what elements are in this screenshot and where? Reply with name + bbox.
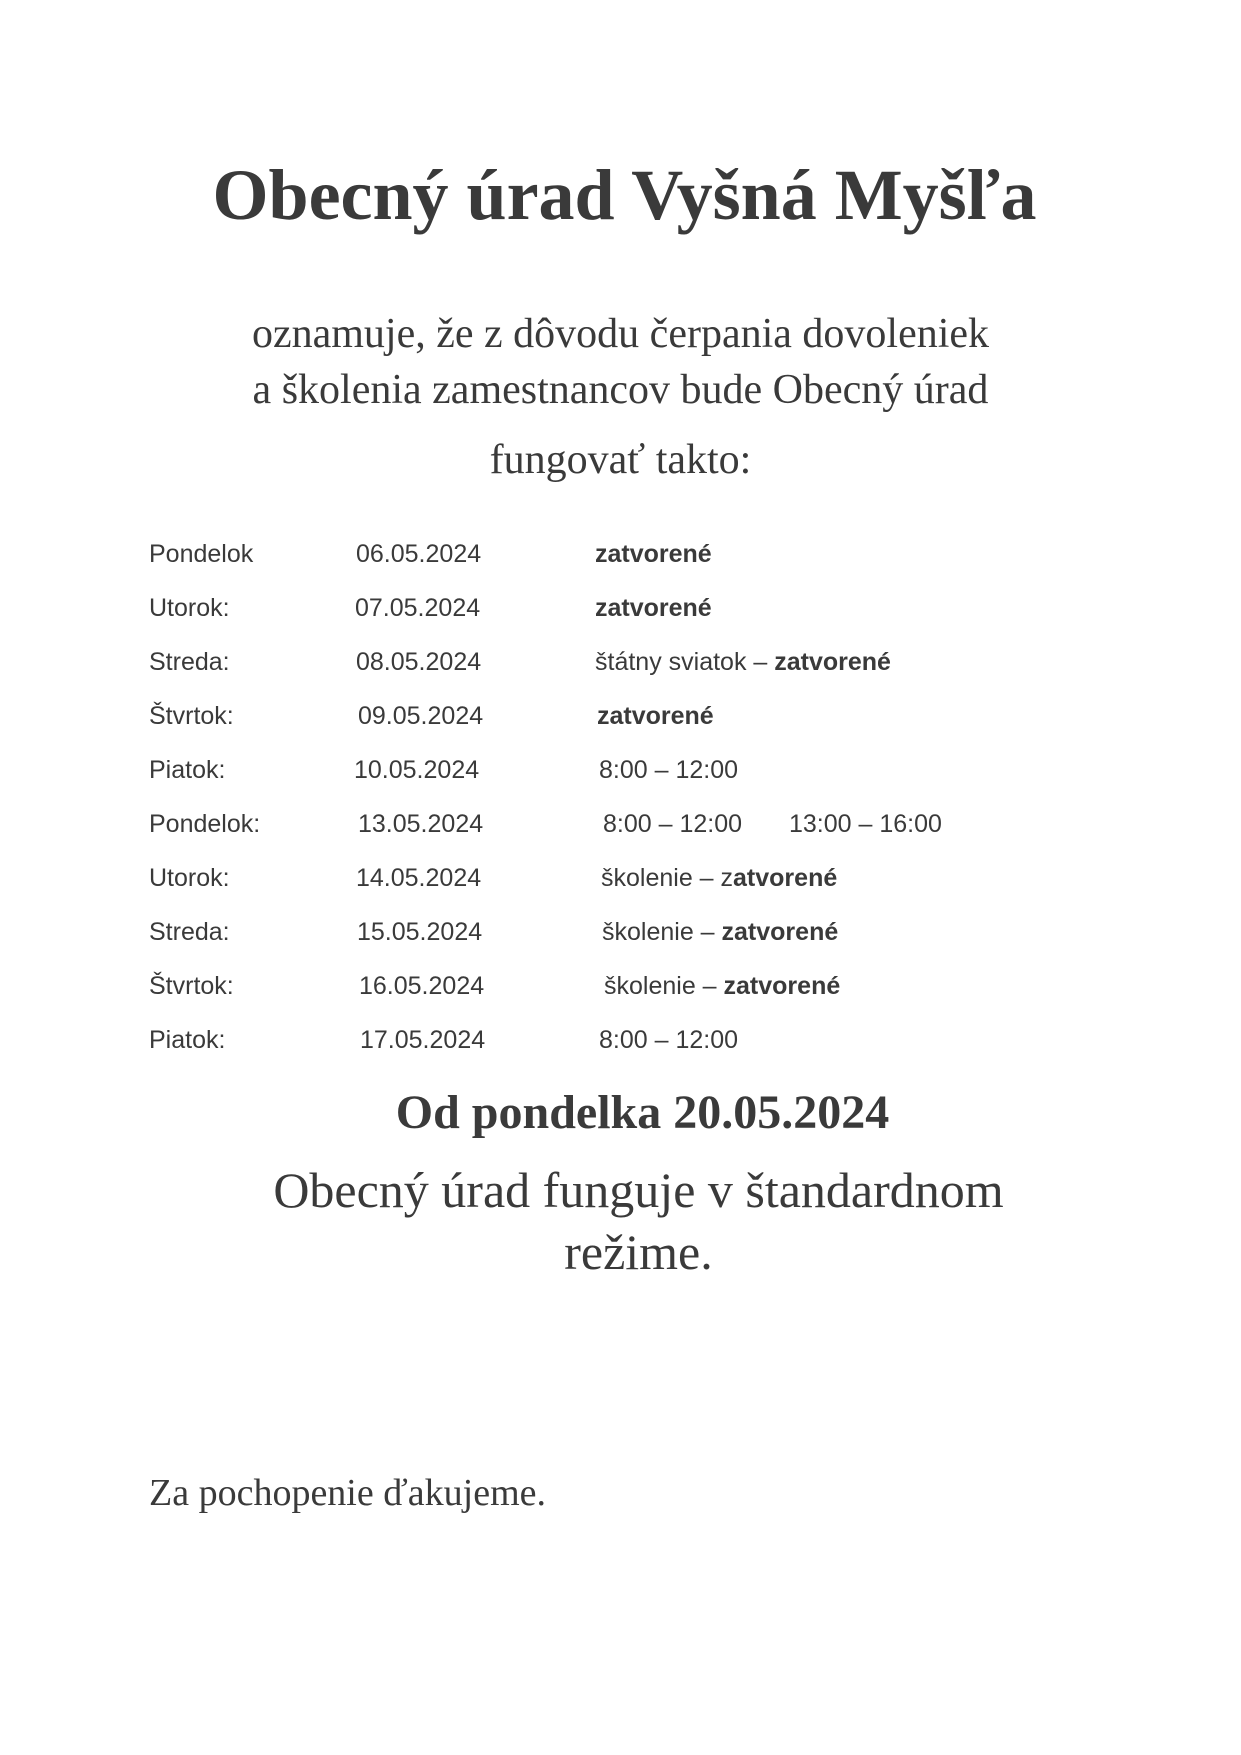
- status-closed: zatvorené: [597, 702, 714, 730]
- normal-mode-line-1: Obecný úrad funguje v štandardnom: [273, 1162, 1004, 1218]
- schedule-date: 17.05.2024: [360, 1026, 486, 1054]
- schedule-day: Piatok:: [149, 756, 226, 784]
- schedule-day: Streda:: [149, 648, 230, 676]
- intro-line-3: fungovať takto:: [489, 437, 752, 483]
- status-closed: zatvorené: [595, 540, 712, 568]
- schedule-date: 06.05.2024: [356, 540, 482, 568]
- status-text: 8:00 – 12:00: [599, 1026, 739, 1054]
- status-text: 8:00 – 12:00: [599, 756, 739, 784]
- status-closed: atvorené: [733, 864, 838, 892]
- schedule-row: [149, 642, 1049, 682]
- schedule-row: [149, 966, 1049, 1006]
- schedule-status: [595, 642, 891, 682]
- schedule-date: 09.05.2024: [358, 702, 484, 730]
- schedule-day: Utorok:: [149, 594, 230, 622]
- schedule-status: [603, 804, 742, 844]
- normal-mode-line-2: režime.: [564, 1224, 713, 1280]
- schedule-row: [149, 534, 1049, 574]
- status-text: štátny sviatok –: [595, 648, 775, 676]
- schedule-date: 08.05.2024: [356, 648, 482, 676]
- schedule-date: 13.05.2024: [358, 810, 484, 838]
- schedule-date: 14.05.2024: [356, 864, 482, 892]
- schedule-row: [149, 804, 1049, 844]
- schedule-day: Pondelok: [149, 540, 254, 568]
- schedule-date: 16.05.2024: [359, 972, 485, 1000]
- status-closed: zatvorené: [595, 594, 712, 622]
- thanks-note: Za pochopenie ďakujeme.: [149, 1472, 547, 1514]
- schedule-day: Utorok:: [149, 864, 230, 892]
- schedule-row: [149, 858, 1049, 898]
- schedule-row: [149, 912, 1049, 952]
- page-title: Obecný úrad Vyšná Myšľa: [212, 155, 1037, 235]
- status-closed: zatvorené: [723, 972, 841, 1000]
- schedule-row: [149, 1020, 1049, 1060]
- status-closed: zatvorené: [774, 648, 891, 676]
- status-text: školenie – z: [601, 864, 734, 892]
- schedule-table: [149, 0, 1049, 1100]
- schedule-day: Pondelok:: [149, 810, 261, 838]
- schedule-day: Piatok:: [149, 1026, 226, 1054]
- schedule-row: [149, 588, 1049, 628]
- schedule-row: [149, 750, 1049, 790]
- schedule-date: 10.05.2024: [354, 756, 480, 784]
- intro-line-2: a školenia zamestnancov bude Obecný úrad: [252, 367, 989, 413]
- from-date-heading: Od pondelka 20.05.2024: [395, 1086, 890, 1139]
- schedule-date: 07.05.2024: [355, 594, 481, 622]
- status-text: školenie –: [602, 918, 722, 946]
- schedule-afternoon-hours: 13:00 – 16:00: [789, 810, 942, 838]
- schedule-status: [599, 1020, 738, 1060]
- schedule-status: [604, 966, 840, 1006]
- schedule-date: 15.05.2024: [357, 918, 483, 946]
- schedule-status: [597, 696, 714, 736]
- status-text: školenie –: [604, 972, 724, 1000]
- schedule-status: [601, 858, 837, 898]
- schedule-status: [599, 750, 738, 790]
- status-text: 8:00 – 12:00: [603, 810, 743, 838]
- schedule-status: [602, 912, 838, 952]
- schedule-row: [149, 696, 1049, 736]
- schedule-day: Streda:: [149, 918, 230, 946]
- schedule-day: Štvrtok:: [149, 702, 234, 730]
- status-closed: zatvorené: [721, 918, 839, 946]
- schedule-day: Štvrtok:: [149, 972, 234, 1000]
- intro-line-1: oznamuje, že z dôvodu čerpania dovoleniek: [251, 311, 990, 357]
- schedule-status: [595, 534, 712, 574]
- schedule-status: [595, 588, 712, 628]
